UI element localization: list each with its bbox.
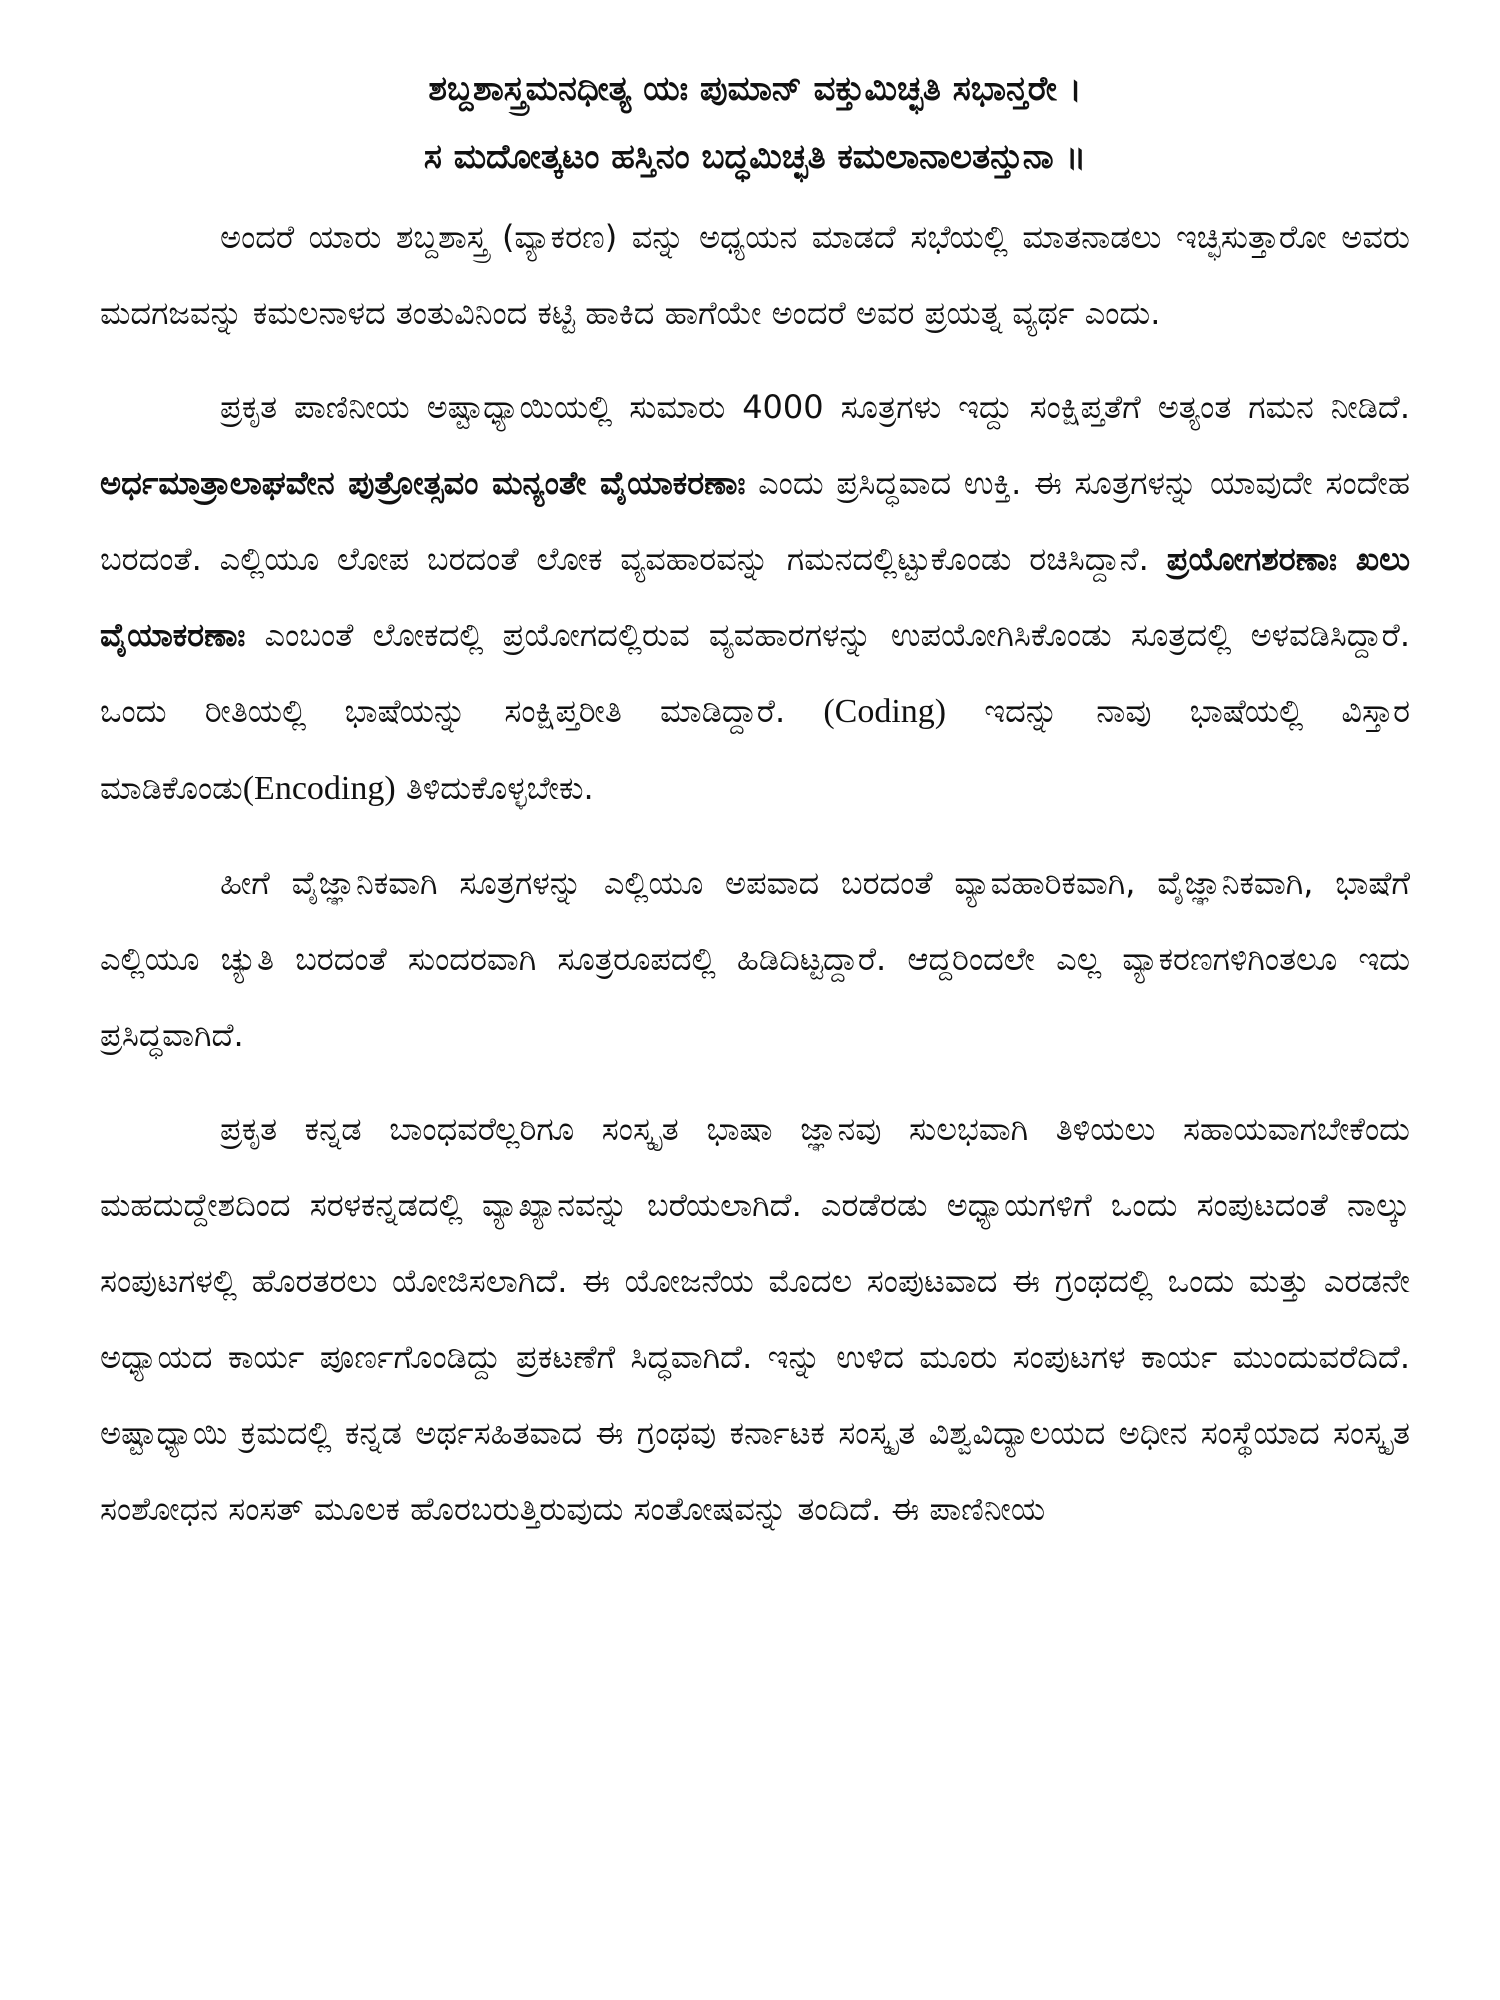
paragraph-4: ಪ್ರಕೃತ ಕನ್ನಡ ಬಾಂಧವರೆಲ್ಲರಿಗೂ ಸಂಸ್ಕೃತ ಭಾಷಾ ಜ್ಞಾನವು ಸುಲಭವಾಗಿ ತಿಳಿಯಲು ಸಹಾಯವಾಗಬೇಕೆಂದು ಮಹದುದ್ದೇಶದಿಂದ ಸರಳಕನ್ನಡದಲ್ಲಿ ವ್ಯಾಖ್ಯಾನವನ್ನು ಬರೆಯಲಾಗಿದೆ. ಎರಡೆರಡು ಅಧ್ಯಾಯಗಳಿಗೆ ಒಂದು ಸಂಪುಟದಂತೆ ನಾಲ್ಕು ಸಂಪುಟಗಳಲ್ಲಿ ಹೊರತರಲು ಯೋಜಿಸಲಾಗಿದೆ. ಈ ಯೋಜನೆಯ ಮೊದಲ ಸಂಪುಟವಾದ ಈ ಗ್ರಂಥದಲ್ಲಿ ಒಂದು ಮತ್ತು ಎರಡನೇ ಅಧ್ಯಾಯದ ಕಾರ್ಯ ಪೂರ್ಣಗೊಂಡಿದ್ದು ಪ್ರಕಟಣೆಗೆ ಸಿದ್ಧವಾಗಿದೆ. ಇನ್ನು ಉಳಿದ ಮೂರು ಸಂಪುಟಗಳ ಕಾರ್ಯ ಮುಂದುವರೆದಿದೆ. ಅಷ್ಟಾಧ್ಯಾಯಿ ಕ್ರಮದಲ್ಲಿ ಕನ್ನಡ ಅರ್ಥಸಹಿತವಾದ ಈ ಗ್ರಂಥವು ಕರ್ನಾಟಕ ಸಂಸ್ಕೃತ ವಿಶ್ವವಿದ್ಯಾಲಯದ ಅಧೀನ ಸಂಸ್ಥೆಯಾದ ಸಂಸ್ಕೃತ ಸಂಶೋಧನ ಸಂಸತ್ ಮೂಲಕ ಹೊರಬರುತ್ತಿರುವುದು ಸಂತೋಷವನ್ನು ತಂದಿದೆ. ಈ ಪಾಣಿನೀಯ	[100, 1110, 1410, 1528]
latin-term-encoding: (Encoding)	[242, 770, 396, 807]
bold-quote-2: ಪ್ರಯೋಗಶರಣಾಃ ಖಲು ವೈಯಾಕರಣಾಃ	[100, 540, 1410, 654]
paragraph-2-text-2: ಎಂದು ಪ್ರಸಿದ್ಧವಾದ ಉಕ್ತಿ. ಈ ಸೂತ್ರಗಳನ್ನು ಯಾವುದೇ ಸಂದೇಹ ಬರದಂತೆ. ಎಲ್ಲಿಯೂ ಲೋಪ ಬರದಂತೆ ಲೋಕ ವ್ಯವಹಾರವನ್ನು ಗಮನದಲ್ಲಿಟ್ಟುಕೊಂಡು ರಚಿಸಿದ್ದಾನೆ.	[100, 464, 1410, 578]
verse-line-1: ಶಬ್ದಶಾಸ್ತ್ರಮನಧೀತ್ಯ ಯಃ ಪುಮಾನ್ ವಕ್ತುಮಿಚ್ಛತಿ ಸಭಾನ್ತರೇ ।	[428, 69, 1082, 109]
latin-term-coding: (Coding)	[823, 693, 947, 730]
bold-quote-1: ಅರ್ಧಮಾತ್ರಾಲಾಘವೇನ ಪುತ್ರೋತ್ಸವಂ ಮನ್ಯಂತೇ ವೈಯಾಕರಣಾಃ	[100, 464, 746, 502]
paragraph-2-text-1: ಪ್ರಕೃತ ಪಾಣಿನೀಯ ಅಷ್ಟಾಧ್ಯಾಯಿಯಲ್ಲಿ ಸುಮಾರು 4000 ಸೂತ್ರಗಳು ಇದ್ದು ಸಂಕ್ಷಿಪ್ತತೆಗೆ ಅತ್ಯಂತ ಗಮನ ನೀಡಿದೆ.	[220, 388, 1410, 426]
paragraph-2-text-3: ಎಂಬಂತೆ ಲೋಕದಲ್ಲಿ ಪ್ರಯೋಗದಲ್ಲಿರುವ ವ್ಯವಹಾರಗಳನ್ನು ಉಪಯೋಗಿಸಿಕೊಂಡು ಸೂತ್ರದಲ್ಲಿ ಅಳವಡಿಸಿದ್ದಾರೆ. ಒಂದು ರೀತಿಯಲ್ಲಿ ಭಾಷೆಯನ್ನು ಸಂಕ್ಷಿಪ್ತರೀತಿ ಮಾಡಿದ್ದಾರೆ.	[100, 616, 1410, 730]
document-page	[100, 55, 1410, 1547]
sanskrit-verse	[100, 55, 1410, 191]
paragraph-1: ಅಂದರೆ ಯಾರು ಶಬ್ದಶಾಸ್ತ್ರ (ವ್ಯಾಕರಣ) ವನ್ನು ಅಧ್ಯಯನ ಮಾಡದೆ ಸಭೆಯಲ್ಲಿ ಮಾತನಾಡಲು ಇಚ್ಛಿಸುತ್ತಾರೋ ಅವರು ಮದಗಜವನ್ನು ಕಮಲನಾಳದ ತಂತುವಿನಿಂದ ಕಟ್ಟಿ ಹಾಕಿದ ಹಾಗೆಯೇ ಅಂದರೆ ಅವರ ಪ್ರಯತ್ನ ವ್ಯರ್ಥ ಎಂದು.	[100, 218, 1410, 332]
verse-line-2: ಸ ಮದೋತ್ಕಟಂ ಹಸ್ತಿನಂ ಬದ್ಧಮಿಚ್ಛತಿ ಕಮಲಾನಾಲತನ್ತುನಾ ॥	[423, 137, 1087, 177]
paragraph-3: ಹೀಗೆ ವೈಜ್ಞಾನಿಕವಾಗಿ ಸೂತ್ರಗಳನ್ನು ಎಲ್ಲಿಯೂ ಅಪವಾದ ಬರದಂತೆ ವ್ಯಾವಹಾರಿಕವಾಗಿ, ವೈಜ್ಞಾನಿಕವಾಗಿ, ಭಾಷೆಗೆ ಎಲ್ಲಿಯೂ ಚ್ಯುತಿ ಬರದಂತೆ ಸುಂದರವಾಗಿ ಸೂತ್ರರೂಪದಲ್ಲಿ ಹಿಡಿದಿಟ್ಟದ್ದಾರೆ. ಆದ್ದರಿಂದಲೇ ಎಲ್ಲ ವ್ಯಾಕರಣಗಳಿಗಿಂತಲೂ ಇದು ಪ್ರಸಿದ್ಧವಾಗಿದೆ.	[100, 864, 1410, 1054]
paragraph-2-text-4: ಇದನ್ನು ನಾವು ಭಾಷೆಯಲ್ಲಿ ವಿಸ್ತಾರ ಮಾಡಿಕೊಂಡು	[100, 692, 1410, 807]
paragraph-2-text-5: ತಿಳಿದುಕೊಳ್ಳಬೇಕು.	[395, 769, 594, 807]
paragraph-2	[100, 369, 1410, 827]
